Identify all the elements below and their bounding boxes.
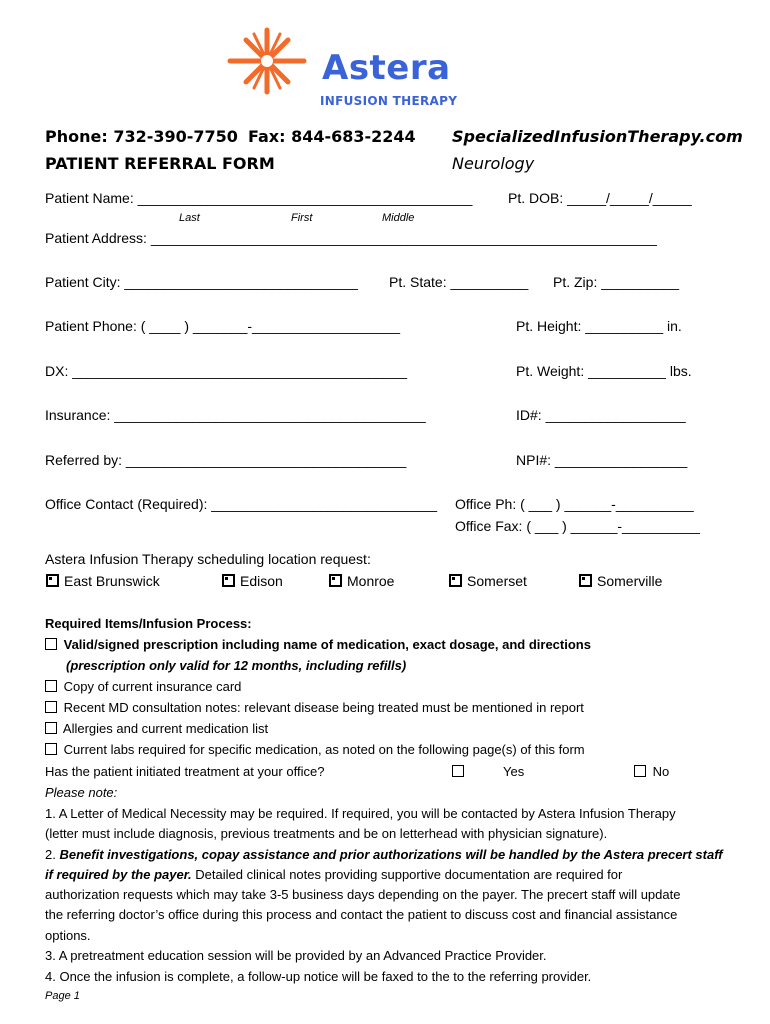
location-monroe[interactable] (329, 573, 394, 589)
logo-subtitle: INFUSION THERAPY (320, 94, 458, 108)
header-website: SpecializedInfusionTherapy.com (452, 127, 743, 146)
note-1-line-2: (letter must include diagnosis, previous treatments and be on letterhead with physician signature). (45, 826, 608, 841)
state-field[interactable]: Pt. State: __________ (389, 274, 529, 290)
note-number: 2. (45, 847, 56, 862)
note-3: 3. A pretreatment education session will be provided by an Advanced Practice Provider. (45, 948, 547, 963)
office-contact-field[interactable]: Office Contact (Required): _____________________________ (45, 496, 438, 512)
no-label: No (652, 764, 670, 779)
item-label: Copy of current insurance card (63, 679, 242, 694)
location-somerville[interactable] (579, 573, 662, 589)
insurance-field[interactable]: Insurance: ________________________________________ (45, 407, 426, 423)
prescription-note: (prescription only valid for 12 months, including refills) (66, 658, 407, 673)
checkbox-icon[interactable] (634, 765, 646, 777)
checkbox-icon[interactable] (329, 574, 342, 587)
patient-name-field[interactable]: Patient Name: ___________________________________________ (45, 190, 473, 206)
office-phone-field[interactable]: Office Ph: ( ___ ) ______-__________ (455, 496, 694, 512)
location-label: Somerville (597, 573, 663, 589)
logo-wordmark: Astera (322, 48, 451, 88)
astera-logo-icon (222, 26, 312, 96)
address-field[interactable]: Patient Address: _________________________________________________________________ (45, 230, 657, 246)
initiated-no[interactable] (634, 764, 669, 779)
weight-field[interactable]: Pt. Weight: __________ lbs. (516, 363, 692, 379)
location-label: Edison (240, 573, 283, 589)
required-item-labs[interactable] (45, 742, 585, 757)
note-2-text: Detailed clinical notes providing supportive documentation are required for (191, 867, 623, 882)
form-title: PATIENT REFERRAL FORM (45, 154, 275, 173)
patient-phone-field[interactable]: Patient Phone: ( ____ ) _______-___________________ (45, 318, 400, 334)
specialty: Neurology (452, 154, 535, 173)
zip-field[interactable]: Pt. Zip: __________ (553, 274, 680, 290)
checkbox-icon[interactable] (45, 722, 57, 734)
required-item-insurance-card[interactable] (45, 679, 241, 694)
note-2-line-4: the referring doctor’s office during this process and contact the patient to discuss cost and financial assistance (45, 907, 678, 922)
id-field[interactable]: ID#: __________________ (516, 407, 686, 423)
note-4: 4. Once the infusion is complete, a follow-up notice will be faxed to the to the referring provider. (45, 969, 592, 984)
initiated-yes[interactable] (452, 764, 524, 779)
checkbox-icon[interactable] (46, 574, 59, 587)
initiated-question: Has the patient initiated treatment at your office? (45, 764, 325, 779)
name-middle-label-text: Middle (382, 212, 415, 224)
location-label: East Brunswick (64, 573, 160, 589)
checkbox-icon[interactable] (45, 701, 57, 713)
notes-label: Please note: (45, 785, 118, 800)
note-2-line-5: options. (45, 928, 91, 943)
header-phone: Phone: 732-390-7750 (45, 127, 238, 146)
location-somerset[interactable] (449, 573, 527, 589)
location-east-brunswick[interactable] (46, 573, 160, 589)
item-label: Recent MD consultation notes: relevant disease being treated must be mentioned in report (63, 700, 584, 715)
checkbox-icon[interactable] (222, 574, 235, 587)
item-label: Valid/signed prescription including name of medication, exact dosage, and directions (63, 637, 591, 652)
dob-field[interactable]: Pt. DOB: _____/_____/_____ (508, 190, 692, 206)
note-2-line-3: authorization requests which may take 3-5 business days depending on the payer. The precert staff will update (45, 887, 681, 902)
checkbox-icon[interactable] (452, 765, 464, 777)
name-first-label: First (291, 212, 313, 224)
height-field[interactable]: Pt. Height: __________ in. (516, 318, 682, 334)
page-number: Page 1 (45, 990, 80, 1002)
note-2-bold-text: Benefit investigations, copay assistance and prior authorizations will be handled by the Astera precert staff (59, 847, 723, 862)
header-fax: Fax: 844-683-2244 (248, 127, 416, 146)
note-2-line-2 (45, 867, 622, 882)
npi-field[interactable]: NPI#: _________________ (516, 452, 688, 468)
checkbox-icon[interactable] (45, 638, 57, 650)
office-fax-field[interactable]: Office Fax: ( ___ ) ______-__________ (455, 518, 700, 534)
yes-label: Yes (503, 764, 525, 779)
dx-field[interactable]: DX: ___________________________________________ (45, 363, 408, 379)
required-item-prescription[interactable] (45, 637, 591, 652)
item-label: Allergies and current medication list (62, 721, 269, 736)
location-prompt: Astera Infusion Therapy scheduling location request: (45, 551, 371, 567)
checkbox-icon[interactable] (45, 680, 57, 692)
location-label: Somerset (467, 573, 527, 589)
required-item-allergies[interactable] (45, 721, 268, 736)
required-item-md-notes[interactable] (45, 700, 584, 715)
city-field[interactable]: Patient City: ______________________________ (45, 274, 358, 290)
note-1-line-1: 1. A Letter of Medical Necessity may be required. If required, you will be contacted by Astera Infusion Therapy (45, 806, 676, 821)
checkbox-icon[interactable] (579, 574, 592, 587)
checkbox-icon[interactable] (449, 574, 462, 587)
note-2-line-1 (45, 847, 723, 862)
checkbox-icon[interactable] (45, 743, 57, 755)
location-label: Monroe (347, 573, 395, 589)
name-last-label: Last (179, 212, 200, 224)
note-2-bold-text-2: if required by the payer. (45, 867, 192, 882)
referred-by-field[interactable]: Referred by: ____________________________________ (45, 452, 407, 468)
location-edison[interactable] (222, 573, 283, 589)
required-heading: Required Items/Infusion Process: (45, 616, 252, 631)
item-label: Current labs required for specific medication, as noted on the following page(s) of this form (63, 742, 585, 757)
